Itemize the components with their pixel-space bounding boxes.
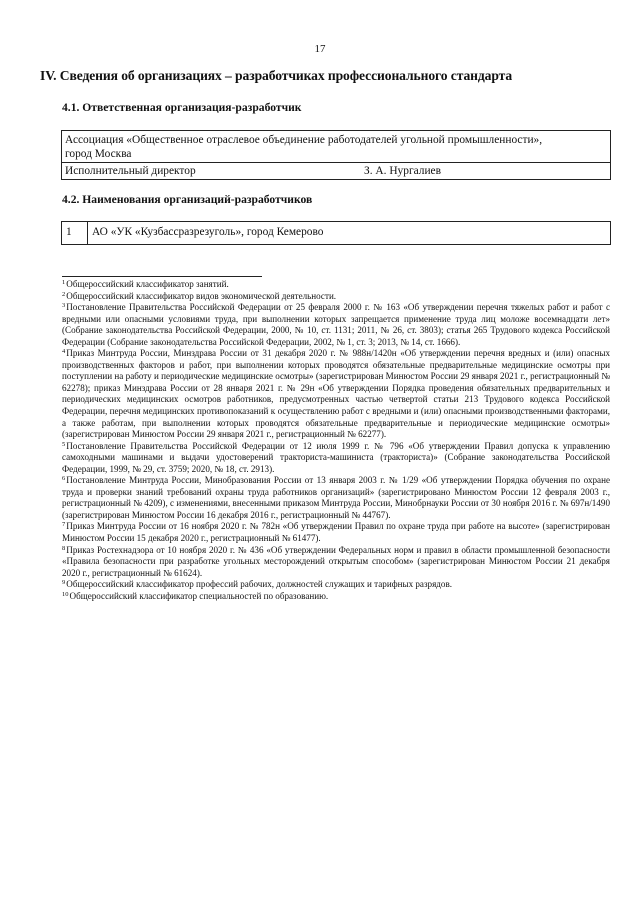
footnote-text: Постановление Правительства Российской Федерации от 12 июля 1999 г. № 796 «Об утверждении Правил допуска к управлению самоходными машинами и выдачи удостоверений тракториста-машиниста (тракториста)» (Собрание законодательства Российской Федерации, 1999, № 29, ст. 3759; 2020, № 18, ст. 2913).	[62, 440, 610, 474]
footnote-mark: 9	[62, 579, 66, 587]
footnote-text: Приказ Ростехнадзора от 10 ноября 2020 г. № 436 «Об утверждении Федеральных норм и правил в области промышленной безопасности «Правила безопасности при разработке угольных месторождений открытым способом» (зарегистрирован Минюстом России 21 декабря 2020 г., регистрационный № 61624).	[62, 544, 610, 578]
footnote	[62, 302, 610, 348]
developer-org-name-cell: АО «УК «Кузбассразрезуголь», город Кемерово	[88, 222, 611, 245]
footnote-mark: 8	[62, 544, 66, 552]
footnote-text: Постановление Правительства Российской Федерации от 25 февраля 2000 г. № 163 «Об утверждении перечня тяжелых работ и работ с вредными или опасными условиями труда, при выполнении которых запрещается применение труда лиц моложе восемнадцати лет» (Собрание законодательства Российской Федерации, 2000, № 10, ст. 1131; 2011, № 26, ст. 3803); статья 265 Трудового кодекса Российской Федерации (Собрание законодательства Российской Федерации, 2002, № 1, ст. 3; 2013, № 14, ст. 1666).	[62, 302, 610, 347]
footnote	[62, 348, 610, 440]
responsible-org-name-line: Ассоциация «Общественное отраслевое объединение работодателей угольной промышленности»,	[65, 134, 543, 146]
footnote-text: Общероссийский классификатор специальностей по образованию.	[69, 590, 329, 601]
footnote-separator	[62, 276, 262, 277]
footnote-mark: 4	[62, 348, 66, 356]
footnote-mark: 7	[62, 521, 66, 529]
page-number: 17	[314, 43, 326, 55]
footnote	[62, 441, 610, 476]
position-cell: Исполнительный директор	[62, 163, 362, 180]
person-cell: З. А. Нургалиев	[361, 163, 611, 180]
footnote-mark: 10	[62, 590, 69, 598]
table-row	[62, 222, 611, 245]
footnote-mark: 6	[62, 475, 66, 483]
footnote-text: Общероссийский классификатор занятий.	[66, 279, 229, 289]
footnote	[62, 545, 610, 580]
row-number-cell: 1	[62, 222, 88, 245]
footnote-mark: 1	[62, 279, 66, 286]
responsible-org-city-line: город Москва	[65, 148, 132, 160]
footnote	[62, 579, 610, 591]
footnote	[62, 279, 610, 291]
footnote	[62, 591, 610, 603]
section-heading: IV. Сведения об организациях – разработчиках профессионального стандарта	[40, 68, 513, 83]
footnote-text: Приказ Минтруда России, Минздрава России от 31 декабря 2020 г. № 988н/1420н «Об утверждении перечня вредных и (или) опасных производственных факторов и работ, при выполнении которых проводятся обязательные предварительные медицинские осмотры при поступлении на работу и периодические медицинские осмотры» (зарегистрирован Минюстом России 29 января 2021 г., регистрационный № 62278); приказ Минздрава России от 28 января 2021 г. № 29н «Об утверждении Порядка проведения обязательных предварительных и периодических медицинских осмотров работников, предусмотренных частью четвертой статьи 213 Трудового кодекса Российской Федерации, перечня медицинских противопоказаний к осуществлению работ с вредными и (или) опасными производственными факторами, а также работам, при выполнении которых проводятся обязательные предварительные и периодические медицинские осмотры» (зарегистрирован Минюстом России 29 января 2021 г., регистрационный № 62277).	[62, 348, 610, 440]
footnote	[62, 291, 610, 303]
footnote-mark: 3	[62, 302, 66, 310]
footnote-text: Общероссийский классификатор профессий рабочих, должностей служащих и тарифных разрядов.	[66, 579, 453, 590]
footnotes	[62, 279, 610, 602]
table-row	[62, 131, 611, 163]
footnote	[62, 521, 610, 544]
table-row	[62, 163, 611, 180]
developer-orgs-table	[61, 221, 611, 245]
footnote-text: Постановление Минтруда России, Минобразования России от 13 января 2003 г. № 1/29 «Об утверждении Порядка обучения по охране труда и проверки знаний требований охраны труда работников организаций» (зарегистрировано Минюстом России 12 февраля 2003 г., регистрационный № 4209), с изменениями, внесенными приказом Минтруда России, Минобрнауки России от 30 ноября 2016 г. № 697н/1490 (зарегистрирован Минюстом России 16 декабря 2016 г., регистрационный № 44767).	[62, 475, 610, 520]
responsible-org-table	[61, 130, 611, 180]
footnote-text: Общероссийский классификатор видов экономической деятельности.	[66, 290, 337, 301]
footnote-mark: 2	[62, 290, 66, 298]
footnote-mark: 5	[62, 440, 66, 448]
footnote	[62, 475, 610, 521]
footnote-text: Приказ Минтруда России от 16 ноября 2020 г. № 782н «Об утверждении Правил по охране труда при работе на высоте» (зарегистрирован Минюстом России 15 декабря 2020 г., регистрационный № 61477).	[62, 521, 610, 544]
responsible-org-heading: 4.1. Ответственная организация-разработчик	[62, 101, 302, 114]
developer-orgs-heading: 4.2. Наименования организаций-разработчиков	[62, 193, 313, 206]
responsible-org-name-cell	[62, 131, 611, 163]
